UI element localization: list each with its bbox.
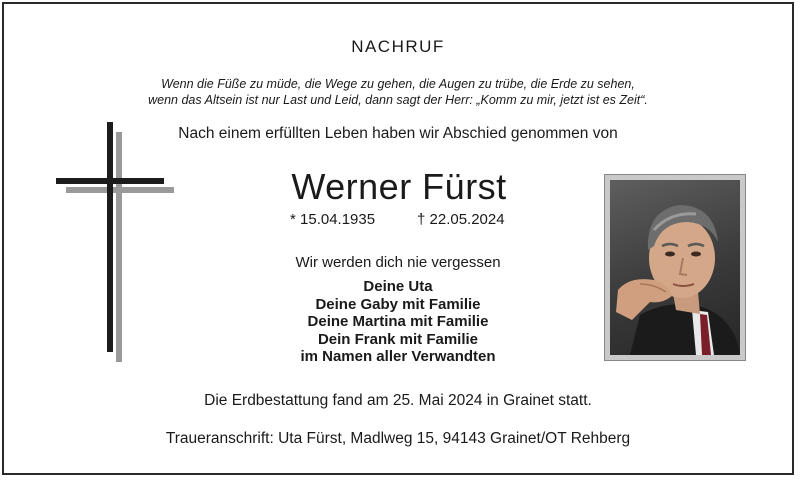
mourner-item: Deine Martina mit Familie — [307, 313, 489, 330]
birth-date: * 15.04.1935 — [290, 211, 376, 228]
notice-title: NACHRUF — [351, 37, 445, 56]
intro-text: Nach einem erfüllten Leben haben wir Abschied genommen von — [178, 125, 618, 142]
mourner-item: im Namen aller Verwandten — [300, 348, 496, 365]
poem-line-2: wenn das Altsein ist nur Last und Leid, dann sagt der Herr: „Komm zu mir, jetzt ist es Zeit“. — [148, 93, 648, 107]
mourner-item: Deine Gaby mit Familie — [315, 295, 481, 313]
mourner-item: Deine Uta — [363, 278, 433, 295]
mourner-item: Dein Frank mit Familie — [317, 330, 479, 348]
burial-info: Die Erdbestattung fand am 25. Mai 2024 in Grainet statt. — [204, 392, 592, 409]
poem — [4, 76, 792, 108]
portrait-illustration — [610, 180, 740, 355]
deceased-name: Werner Fürst — [291, 166, 507, 207]
death-date: † 22.05.2024 — [417, 211, 505, 228]
obituary-notice — [2, 2, 794, 475]
remembrance-line: Wir werden dich nie vergessen — [295, 254, 501, 271]
portrait-photo — [605, 175, 745, 360]
mourning-address: Traueranschrift: Uta Fürst, Madlweg 15, 94143 Grainet/OT Rehberg — [165, 430, 631, 447]
poem-line-1: Wenn die Füße zu müde, die Wege zu gehen, die Augen zu trübe, die Erde zu sehen, — [161, 77, 635, 91]
